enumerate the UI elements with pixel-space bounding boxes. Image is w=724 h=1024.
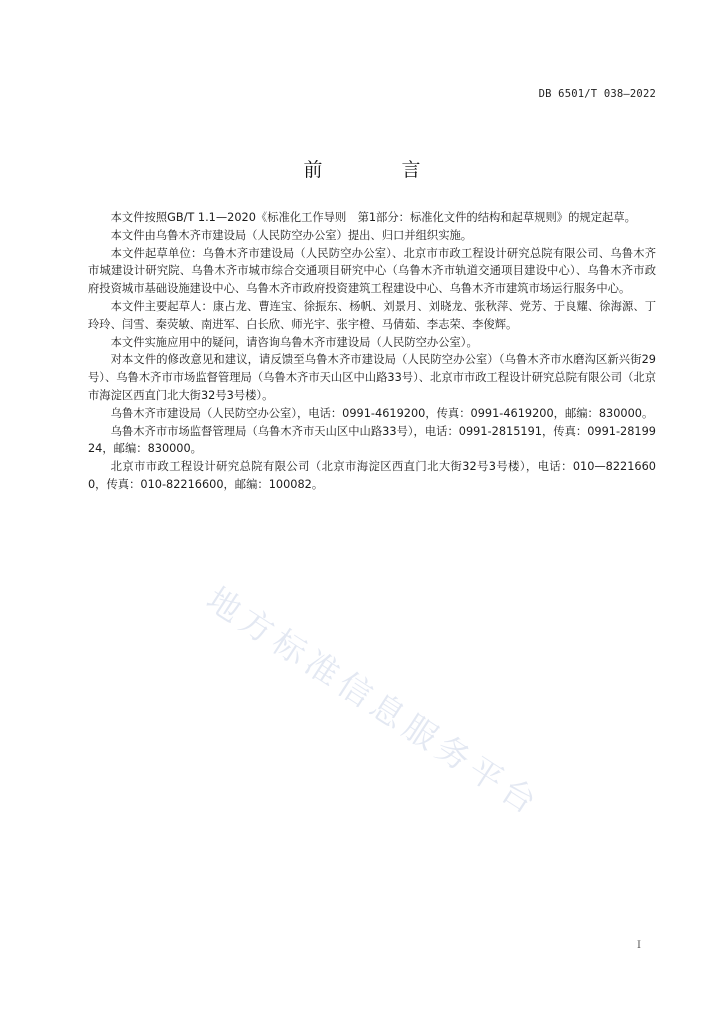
foreword-body: [88, 209, 656, 494]
page-number: I: [637, 940, 641, 951]
paragraph-contact-construction-bureau: 乌鲁木齐市建设局（人民防空办公室），电话：0991-4619200，传真：0991-4619200，邮编：830000。: [110, 406, 654, 420]
paragraph-contact-design-institute: 北京市市政工程设计研究总院有限公司（北京市海淀区西直门北大街32号3号楼），电话：010—82216600，传真：010-82216600，邮编：100082。: [88, 460, 656, 491]
paragraph-inquiry: 本文件实施应用中的疑问，请咨询乌鲁木齐市建设局（人民防空办公室）。: [110, 335, 478, 349]
paragraph-feedback: 对本文件的修改意见和建议，请反馈至乌鲁木齐市建设局（人民防空办公室）（乌鲁木齐市水磨沟区新兴街29号）、乌鲁木齐市市场监督管理局（乌鲁木齐市天山区中山路33号）、北京市市政工程设计研究总院有限公司（北京市海淀区西直门北大街32号3号楼）。: [88, 353, 656, 402]
paragraph-drafting-basis: 本文件按照GB/T 1.1—2020《标准化工作导则 第1部分：标准化文件的结构和起草规则》的规定起草。: [110, 211, 636, 224]
paragraph-drafters: 本文件主要起草人：康占龙、曹连宝、徐振东、杨帆、刘景月、刘晓龙、张秋萍、党芳、于良耀、徐海源、丁玲玲、闫雪、秦荧敏、南进军、白长欣、师光宇、张宇橙、马倩茹、李志荣、李俊辉。: [88, 299, 656, 331]
page-title: 前 言: [303, 159, 451, 181]
standard-code: DB 6501/T 038—2022: [538, 88, 656, 100]
watermark: 地方标准信息服务平台: [199, 579, 549, 825]
paragraph-contact-market-supervision: 乌鲁木齐市市场监督管理局（乌鲁木齐市天山区中山路33号），电话：0991-2815191，传真：0991-2819924，邮编：830000。: [88, 424, 656, 456]
paragraph-proposer: 本文件由乌鲁木齐市建设局（人民防空办公室）提出、归口并组织实施。: [110, 228, 473, 242]
paragraph-drafting-units: 本文件起草单位：乌鲁木齐市建设局（人民防空办公室）、北京市市政工程设计研究总院有限公司、乌鲁木齐市城建设计研究院、乌鲁木齐市城市综合交通项目研究中心（乌鲁木齐市轨道交通项目建设中心）、乌鲁木齐市政府投资城市基础设施建设中心、乌鲁木齐市政府投资建筑工程建设中心、乌鲁木齐市建筑市场运行服务中心。: [88, 246, 656, 296]
